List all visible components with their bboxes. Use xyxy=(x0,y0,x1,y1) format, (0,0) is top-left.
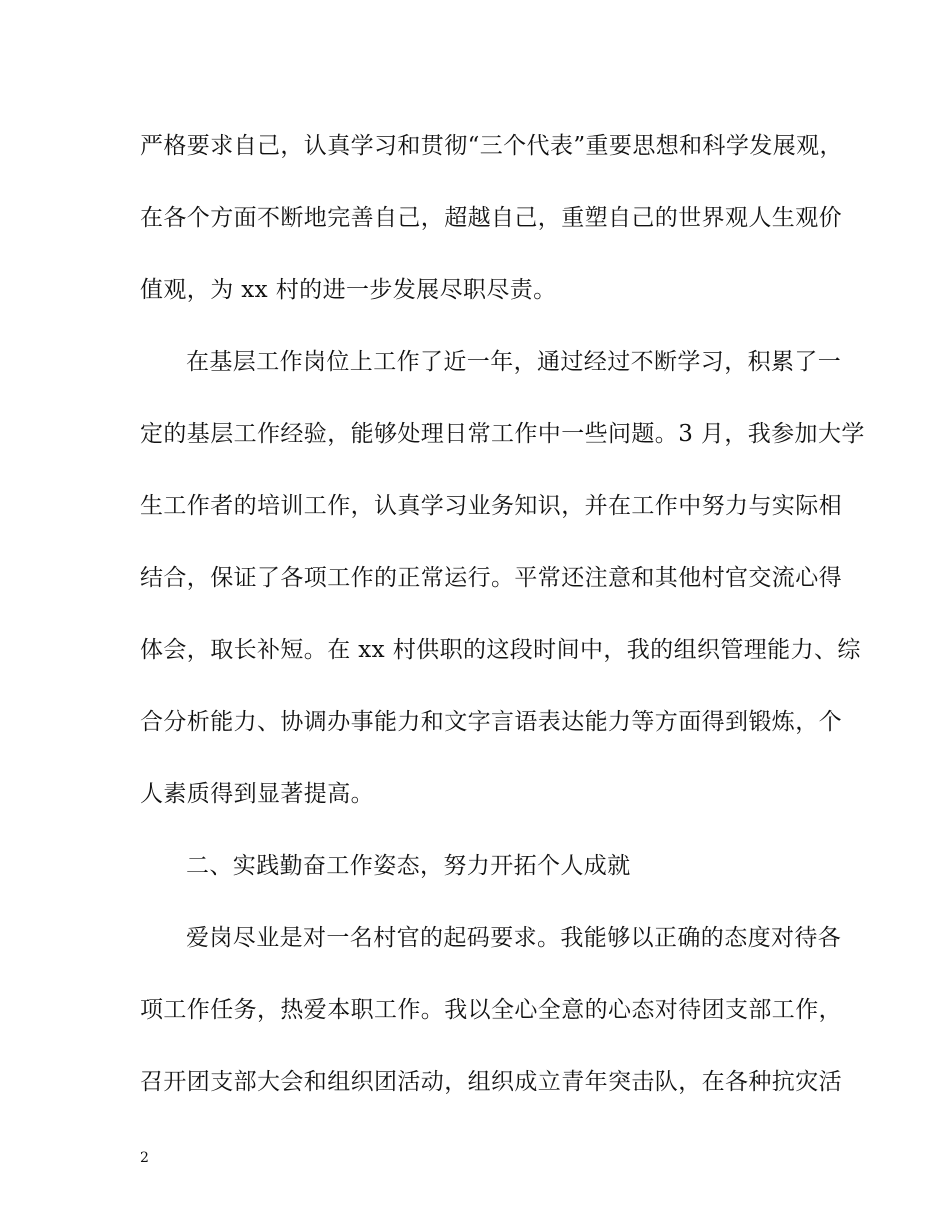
page-number: 2 xyxy=(140,1150,149,1166)
text-line: 定的基层工作经验，能够处理日常工作中一些问题。3 月，我参加大学 xyxy=(140,421,865,447)
text-line: 人素质得到显著提高。 xyxy=(140,781,374,807)
text-line: 召开团支部大会和组织团活动，组织成立青年突击队，在各种抗灾活 xyxy=(140,1069,842,1095)
text-line: 值观，为 xx 村的进一步发展尽职尽责。 xyxy=(140,277,557,303)
text-line: 在各个方面不断地完善自己，超越自己，重塑自己的世界观人生观价 xyxy=(140,205,842,231)
text-line: 项工作任务，热爱本职工作。我以全心全意的心态对待团支部工作， xyxy=(140,997,842,1023)
text-line: 体会，取长补短。在 xx 村供职的这段时间中，我的组织管理能力、综 xyxy=(140,637,861,663)
section-heading: 二、实践勤奋工作姿态，努力开拓个人成就 xyxy=(186,853,631,879)
text-line: 合分析能力、协调办事能力和文字言语表达能力等方面得到锻炼，个 xyxy=(140,709,842,735)
text-line: 严格要求自己，认真学习和贯彻“三个代表”重要思想和科学发展观， xyxy=(140,133,843,159)
paragraph-first-line: 爱岗尽业是对一名村官的起码要求。我能够以正确的态度对待各 xyxy=(186,925,842,951)
text-line: 结合，保证了各项工作的正常运行。平常还注意和其他村官交流心得 xyxy=(140,565,842,591)
document-body xyxy=(140,124,865,1132)
paragraph-first-line: 在基层工作岗位上工作了近一年，通过经过不断学习，积累了一 xyxy=(186,349,842,375)
text-line: 生工作者的培训工作，认真学习业务知识，并在工作中努力与实际相 xyxy=(140,493,842,519)
